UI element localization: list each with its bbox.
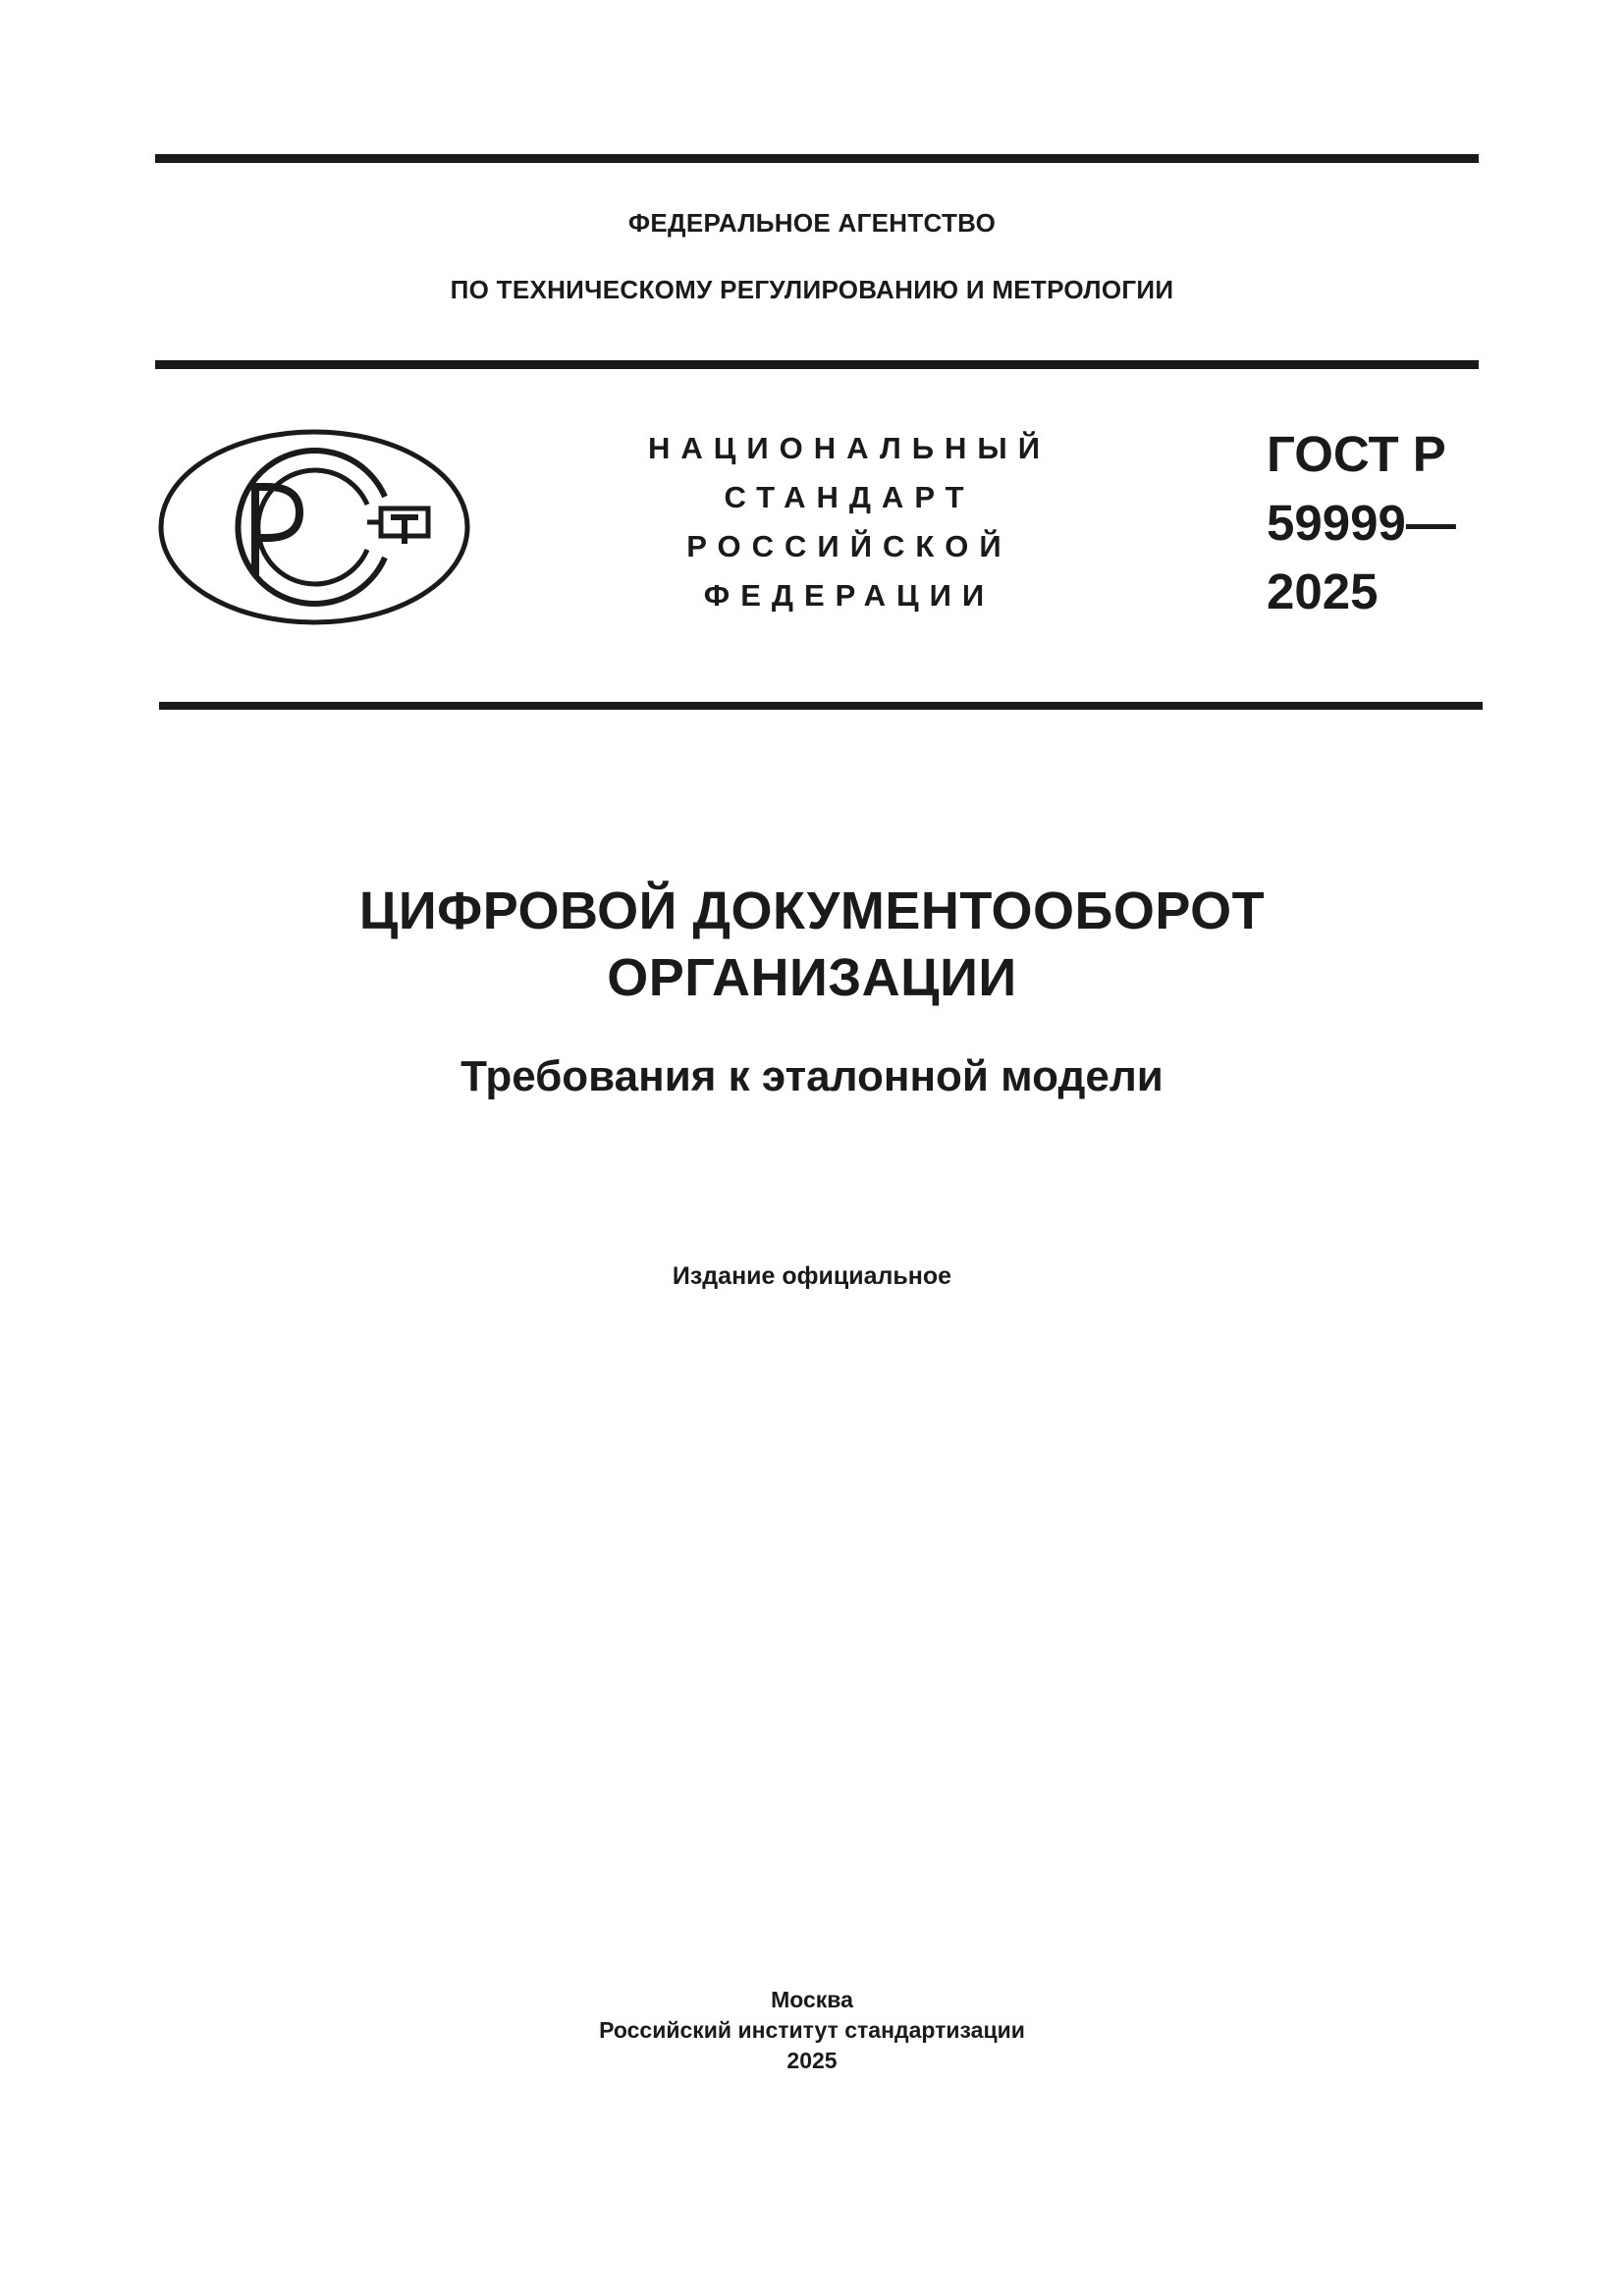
imprint-year: 2025 xyxy=(786,2048,838,2073)
document-subtitle: Требования к эталонной модели xyxy=(460,1052,1164,1100)
standard-type-line-2: СТАНДАРТ xyxy=(724,480,975,514)
agency-name-line-1: ФЕДЕРАЛЬНОЕ АГЕНТСТВО xyxy=(627,208,997,238)
edition-note: Издание официальное xyxy=(672,1262,952,1290)
standard-type-line-3: РОССИЙСКОЙ xyxy=(686,529,1012,563)
designation-line-2: 59999— xyxy=(1267,495,1456,551)
designation-line-3: 2025 xyxy=(1267,563,1379,619)
standard-type-block xyxy=(589,424,1110,620)
document-title-line-2: ОРГАНИЗАЦИИ xyxy=(607,948,1017,1007)
designation-divider-rule xyxy=(159,702,1483,710)
standard-type-line-1: НАЦИОНАЛЬНЫЙ xyxy=(647,431,1052,465)
header-divider-rule xyxy=(155,360,1479,369)
imprint-city: Москва xyxy=(771,1987,853,2012)
top-divider-rule xyxy=(155,154,1479,163)
imprint-block xyxy=(0,1985,1624,2076)
imprint-publisher: Российский институт стандартизации xyxy=(599,2017,1025,2043)
document-title xyxy=(0,878,1624,1011)
rst-certification-mark-icon xyxy=(157,428,471,626)
standard-type-line-4: ФЕДЕРАЦИИ xyxy=(703,578,996,613)
agency-name-line-2: ПО ТЕХНИЧЕСКОМУ РЕГУЛИРОВАНИЮ И МЕТРОЛОГИИ xyxy=(450,275,1174,304)
standard-designation xyxy=(1267,420,1456,626)
designation-line-1: ГОСТ Р xyxy=(1267,426,1446,482)
document-title-line-1: ЦИФРОВОЙ ДОКУМЕНТООБОРОТ xyxy=(358,881,1266,940)
